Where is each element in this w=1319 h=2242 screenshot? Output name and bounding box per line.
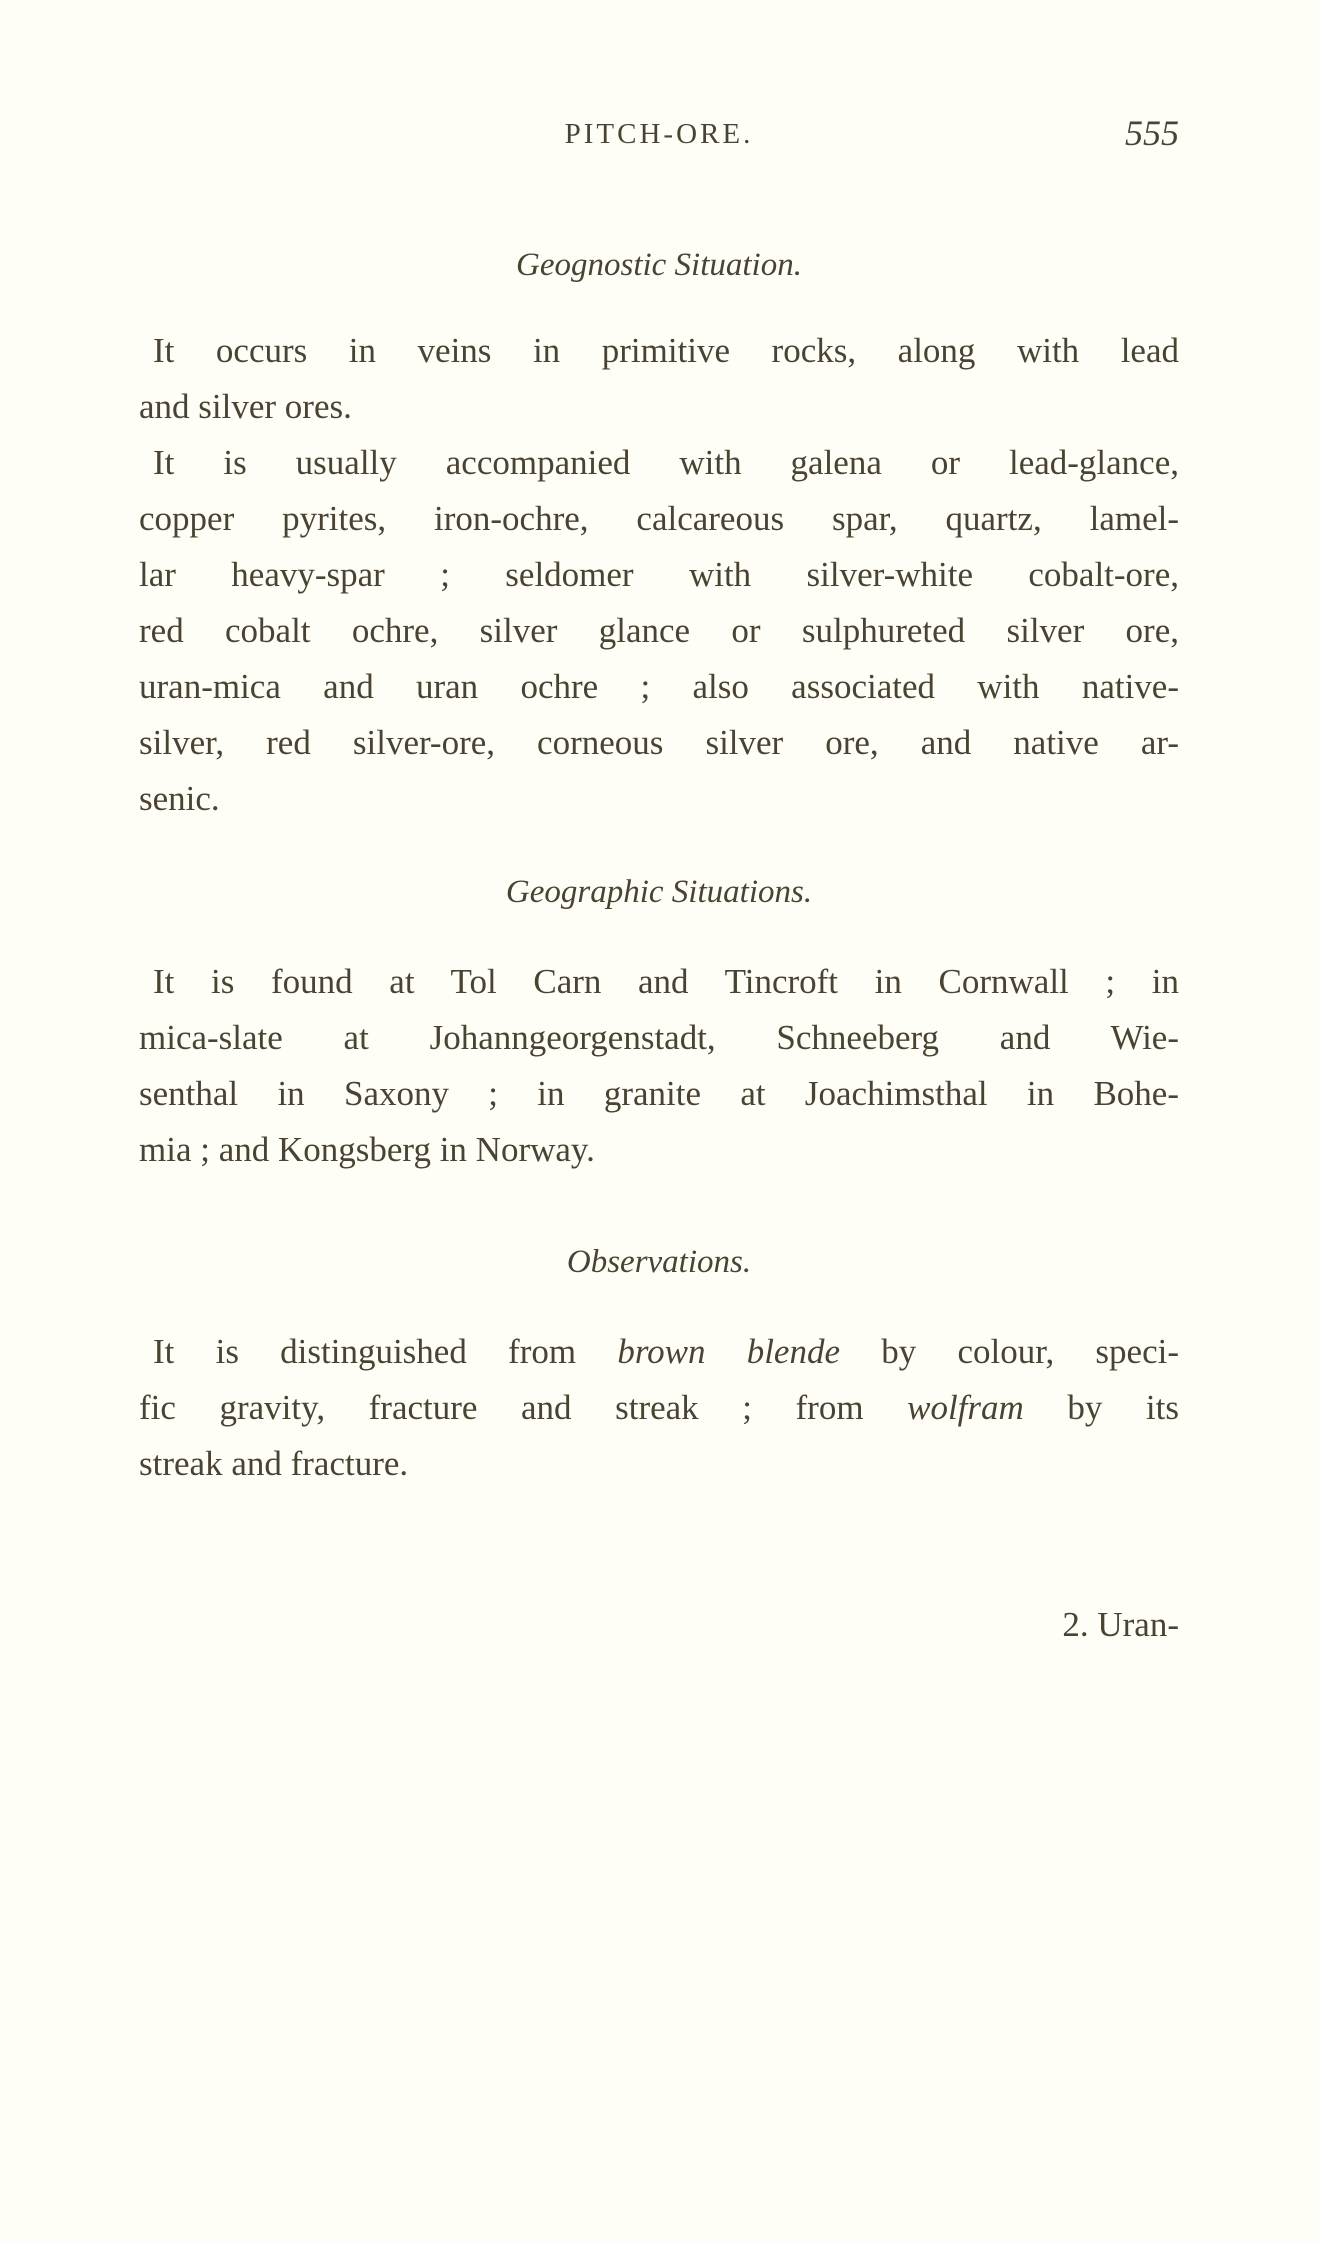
text-line (139, 771, 1179, 827)
text-run: by colour, speci- (840, 1332, 1179, 1371)
text-line (139, 1066, 1179, 1122)
paragraph (139, 954, 1179, 1178)
paragraph (139, 1324, 1179, 1492)
text-run: It is usually accompanied with galena or lead-glance, (153, 443, 1179, 482)
text-run: silver, red silver-ore, corneous silver ore, and native ar- (139, 723, 1179, 762)
text-run: It is distinguished from (153, 1332, 618, 1371)
text-run: senic. (139, 779, 220, 818)
text-line (139, 379, 1179, 435)
text-line (139, 715, 1179, 771)
text-line (139, 547, 1179, 603)
text-run: mica-slate at Johanngeorgenstadt, Schneeberg and Wie- (139, 1018, 1179, 1057)
text-line (139, 1380, 1179, 1436)
text-run: and silver ores. (139, 387, 352, 426)
text-line (139, 1010, 1179, 1066)
paragraph (139, 435, 1179, 827)
text-run: streak and fracture. (139, 1444, 409, 1483)
text-run: senthal in Saxony ; in granite at Joachimsthal in Bohe- (139, 1074, 1179, 1113)
running-head-title: PITCH-ORE. (564, 118, 754, 150)
text-run: It occurs in veins in primitive rocks, along with lead (153, 331, 1179, 370)
text-line (139, 603, 1179, 659)
text-run: fic gravity, fracture and streak ; from (139, 1388, 908, 1427)
paragraph (139, 323, 1179, 435)
text-run: mia ; and Kongsberg in Norway. (139, 1130, 595, 1169)
section-heading-geographic: Geographic Situations. (505, 874, 813, 910)
section-heading-observations: Observations. (566, 1244, 752, 1280)
text-run: red cobalt ochre, silver glance or sulphureted silver ore, (139, 611, 1179, 650)
section-heading-geognostic: Geognostic Situation. (516, 247, 802, 283)
text-line (139, 491, 1179, 547)
text-line (139, 435, 1179, 491)
italic-term: wolfram (907, 1388, 1024, 1427)
text-line (139, 954, 1179, 1010)
text-line (139, 659, 1179, 715)
text-line (139, 1436, 1179, 1492)
page-number: 555 (1125, 113, 1179, 153)
text-run: uran-mica and uran ochre ; also associated with native- (139, 667, 1179, 706)
text-run: It is found at Tol Carn and Tincroft in Cornwall ; in (153, 962, 1179, 1001)
text-run: copper pyrites, iron-ochre, calcareous spar, quartz, lamel- (139, 499, 1179, 538)
text-line (139, 1122, 1179, 1178)
text-run: lar heavy-spar ; seldomer with silver-white cobalt-ore, (139, 555, 1179, 594)
running-head (139, 112, 1179, 162)
text-line (139, 323, 1179, 379)
italic-term: brown blende (617, 1332, 840, 1371)
text-run: by its (1023, 1388, 1179, 1427)
text-line (139, 1324, 1179, 1380)
catchword: 2. Uran- (1062, 1605, 1179, 1644)
